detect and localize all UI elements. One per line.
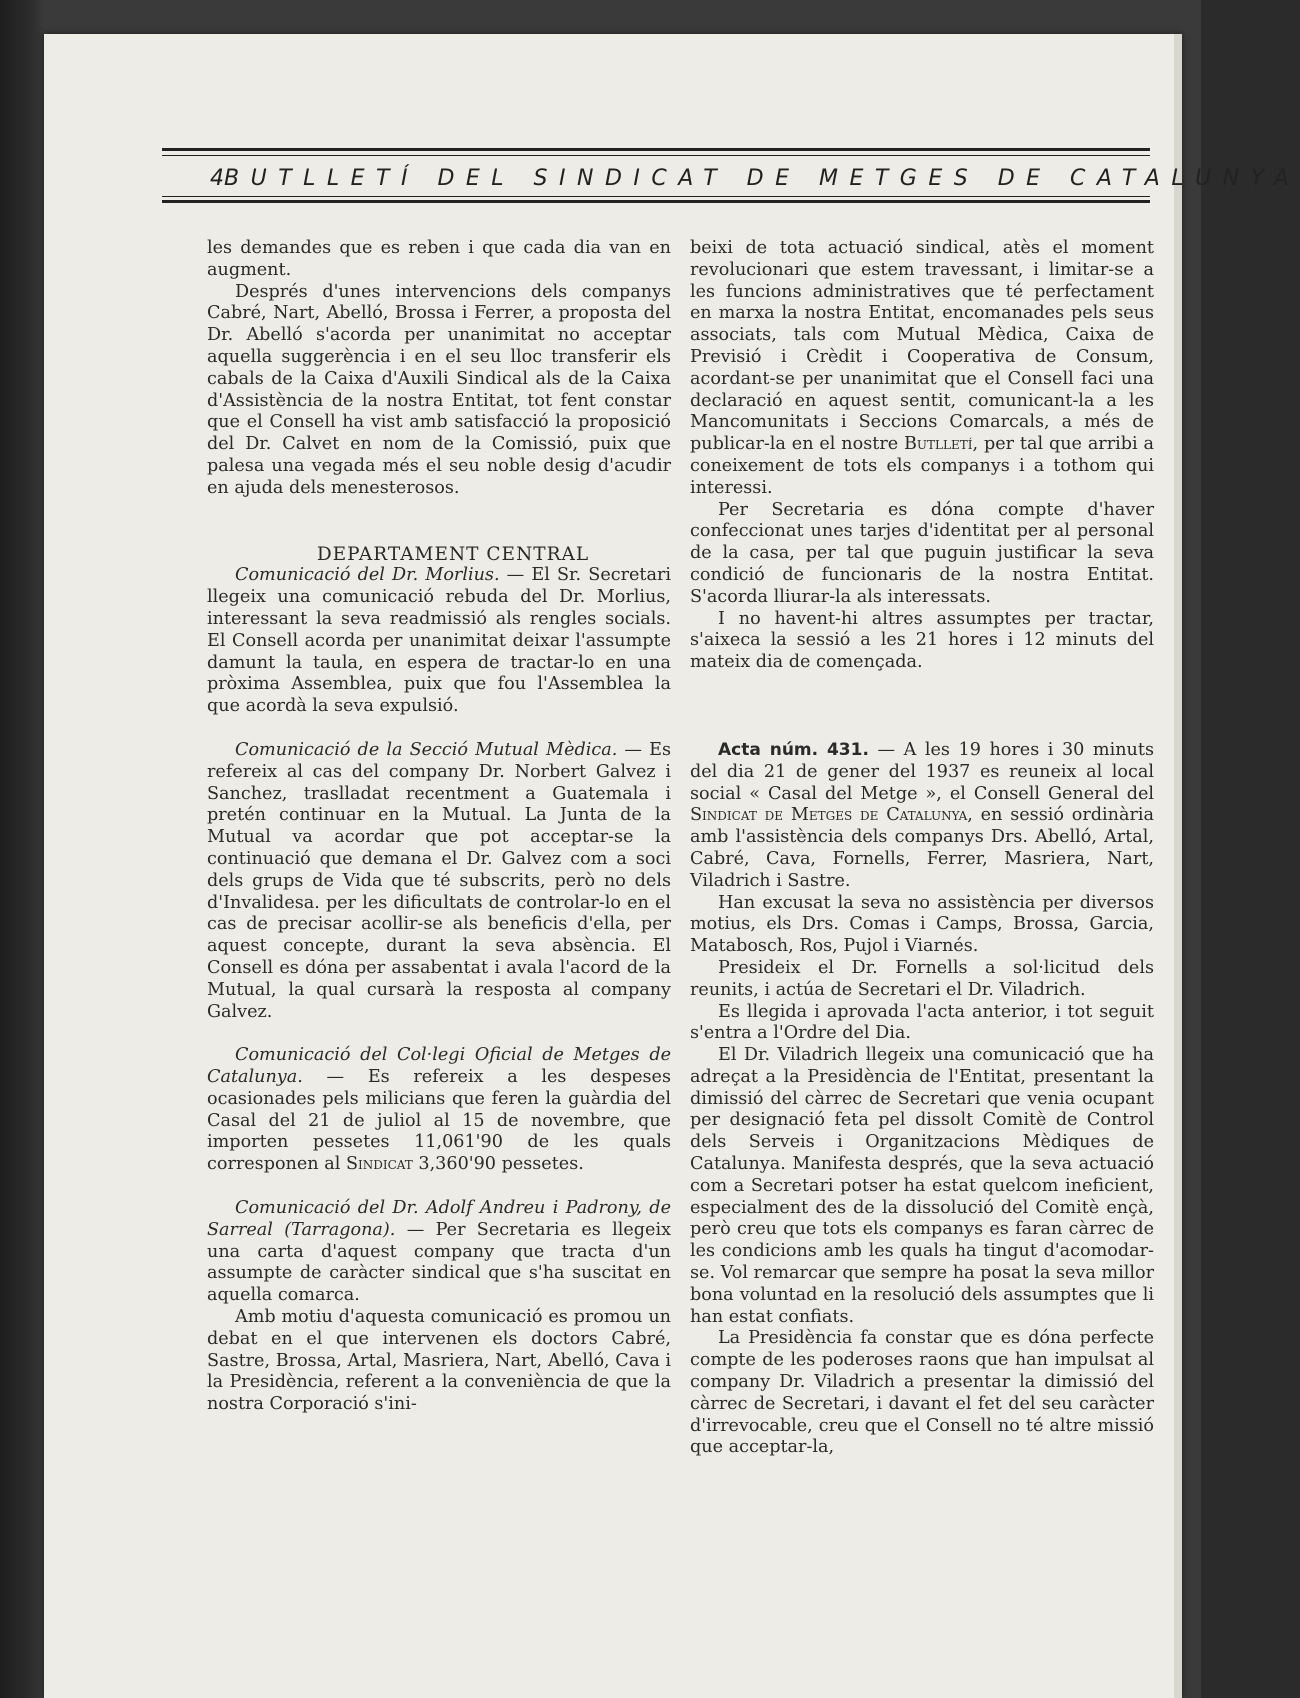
section-heading: DEPARTAMENT CENTRAL — [316, 543, 590, 565]
paragraph: Després d'unes intervencions dels companys Cabré, Nart, Abelló, Brossa i Ferrer, a proposta del Dr. Abelló s'acorda per unanimitat no acceptar aquella suggerència i en el seu lloc transferir els cabals de la Caixa d'Auxili Sindical als de la Caixa d'Assistència de la nostra Entitat, tot fent constar que el Consell ha vist amb satisfacció la proposició del Dr. Calvet en nom de la Comissió, puix que palesa una vegada més el seu noble desig d'acudir en ajuda dels menesterosos. — [207, 281, 671, 498]
item-text: — El Sr. Secretari llegeix una comunicació rebuda del Dr. Morlius, interessant la seva readmissió als rengles socials. El Consell acorda per unanimitat deixar l'assumpte damunt la taula, en espera de tractar-lo en una pròxima Assemblea, puix que fou l'Assemblea la que acordà la seva expulsió. — [207, 565, 672, 717]
small-caps-text: Sindicat — [345, 1154, 413, 1175]
header-rule-bottom-thin — [162, 196, 1150, 197]
header-rule-top-thin — [162, 155, 1150, 156]
page-number: 4 — [210, 165, 224, 191]
paragraph: I no havent-hi altres assumptes per tractar, s'aixeca la sessió a les 21 hores i 12 minuts del mateix dia de començada. — [690, 608, 1154, 673]
item-text: — Es refereix al cas del company Dr. Norbert Galvez i Sanchez, traslladat recentment a Guatemala i pretén continuar en la Mutual. La Junta de la Mutual va acordar que pot acceptar-se la continuació que demana el Dr. Galvez com a soci dels grups de Vida que té subscrits, però no dels d'Invalidesa. per les dificultats de controlar-lo en el cas de precisar acollir-se als beneficis d'ella, per aquest concepte, durant la seva absència. El Consell es dóna per assabentat i avala l'acord de la Mutual, la qual cursarà la resposta al company Galvez. — [207, 739, 672, 1022]
item-title: Comunicació del Col·legi Oficial de Metges de Catalunya. — [207, 1045, 671, 1088]
paragraph: El Dr. Viladrich llegeix una comunicació que ha adreçat a la Presidència de l'Entitat, presentant la dimissió del càrrec de Secretari que venia ocupant per designació feta pel dissolt Comitè de Control dels Serveis i Organitzacions Mèdiques de Catalunya. Manifesta després, que la seva actuació com a Secretari potser ha estat quelcom ineficient, especialment des de la dissolució del Comitè ençà, però creu que tots els companys es faran càrrec de les condicions amb les quals ha tingut d'acomodar-se. Vol remarcar que sempre ha posat la seva millor bona voluntad en la resolució dels assumptes que li han estat confiats. — [690, 1045, 1154, 1327]
left-column — [207, 238, 671, 1416]
paragraph: les demandes que es reben i que cada dia van en augment. — [207, 238, 671, 280]
item-title: Comunicació del Dr. Adolf Andreu i Padrony, de Sarreal (Tarragona). — [207, 1198, 671, 1240]
publication-title: BUTLLETÍ DEL SINDICAT DE METGES DE CATALUNYA — [224, 165, 1300, 191]
item-title: Comunicació del Dr. Morlius. — [235, 565, 500, 586]
paragraph — [207, 565, 671, 718]
paragraph: La Presidència fa constar que es dóna perfecte compte de les poderoses raons que han impulsat al company Dr. Viladrich a presentar la dimissió del càrrec de Secretari, i davant el fet del seu caràcter d'irrevocable, creu que el Consell no té altre missió que acceptar-la, — [690, 1328, 1154, 1458]
item-text: 3,360'90 pessetes. — [412, 1154, 584, 1175]
item-text: , per tal que arribi a coneixement de tots els companys i a tothom qui interessi. — [690, 434, 1154, 498]
paragraph — [207, 1198, 671, 1307]
header-rule-top-thick — [162, 148, 1150, 151]
paragraph: Presideix el Dr. Fornells a sol·licitud dels reunits, i actúa de Secretari el Dr. Viladrich. — [690, 957, 1154, 1000]
item-title: Comunicació de la Secció Mutual Mèdica. — [235, 739, 618, 760]
right-column — [690, 238, 1154, 1459]
item-text: , en sessió ordinària amb l'assistència dels companys Drs. Abelló, Artal, Cabré, Cava, Fornells, Ferrer, Masriera, Nart, Viladrich i Sastre. — [690, 805, 1154, 891]
acta-label: Acta núm. 431. — [718, 739, 869, 760]
paragraph: Amb motiu d'aquesta comunicació es promou un debat en el que intervenen els doctors Cabré, Sastre, Brossa, Artal, Masriera, Nart, Abelló, Cava i la Presidència, referent a la conveniència de que la nostra Corporació s'ini- — [207, 1307, 671, 1415]
paragraph — [207, 740, 671, 1023]
paragraph — [690, 740, 1154, 893]
small-caps-text: Sindicat de Metges de Catalunya — [690, 805, 968, 826]
small-caps-text: Butlletí — [904, 434, 973, 455]
item-text: — A les 19 hores i 30 minuts del dia 21 de gener del 1937 es reuneix al local social « Casal del Metge », el Consell General del — [690, 739, 1154, 804]
paragraph: Per Secretaria es dóna compte d'haver confeccionat unes tarjes d'identitat per al personal de la casa, per tal que puguin justificar la seva condició de funcionaris de la nostra Entitat. S'acorda lliurar-la als interessats. — [690, 499, 1154, 607]
paragraph: Han excusat la seva no assistència per diversos motius, els Drs. Comas i Camps, Brossa, Garcia, Matabosch, Ros, Pujol i Viarnés. — [690, 892, 1154, 957]
item-text: — Per Secretaria es llegeix una carta d'aquest company que tracta d'un assumpte de caràcter sindical que s'ha suscitat en aquella comarca. — [207, 1219, 671, 1306]
item-text: beixi de tota actuació sindical, atès el moment revolucionari que estem travessant, i limitar-se a les funcions administratives que té perfectament en marxa la nostra Entitat, encomanades pels seus associats, tals com Mutual Mèdica, Caixa de Previsió i Crèdit i Cooperativa de Consum, acordant-se per unanimitat que el Consell faci una declaració en aquest sentit, comunicant-la a les Mancomunitats i Seccions Comarcals, a més de publicar-la en el nostre — [690, 238, 1154, 455]
paragraph — [207, 1045, 671, 1176]
item-text: — Es refereix a les despeses ocasionades pels milicians que feren la guàrdia del Casal del 21 de juliol al 15 de novembre, que importen pessetes 11,061'90 de les quals corresponen al — [207, 1067, 671, 1175]
header-rule-bottom-thick — [162, 200, 1150, 203]
paragraph — [690, 238, 1154, 500]
running-head — [162, 163, 1300, 193]
paragraph: Es llegida i aprovada l'acta anterior, i tot seguit s'entra a l'Ordre del Dia. — [690, 1001, 1154, 1044]
